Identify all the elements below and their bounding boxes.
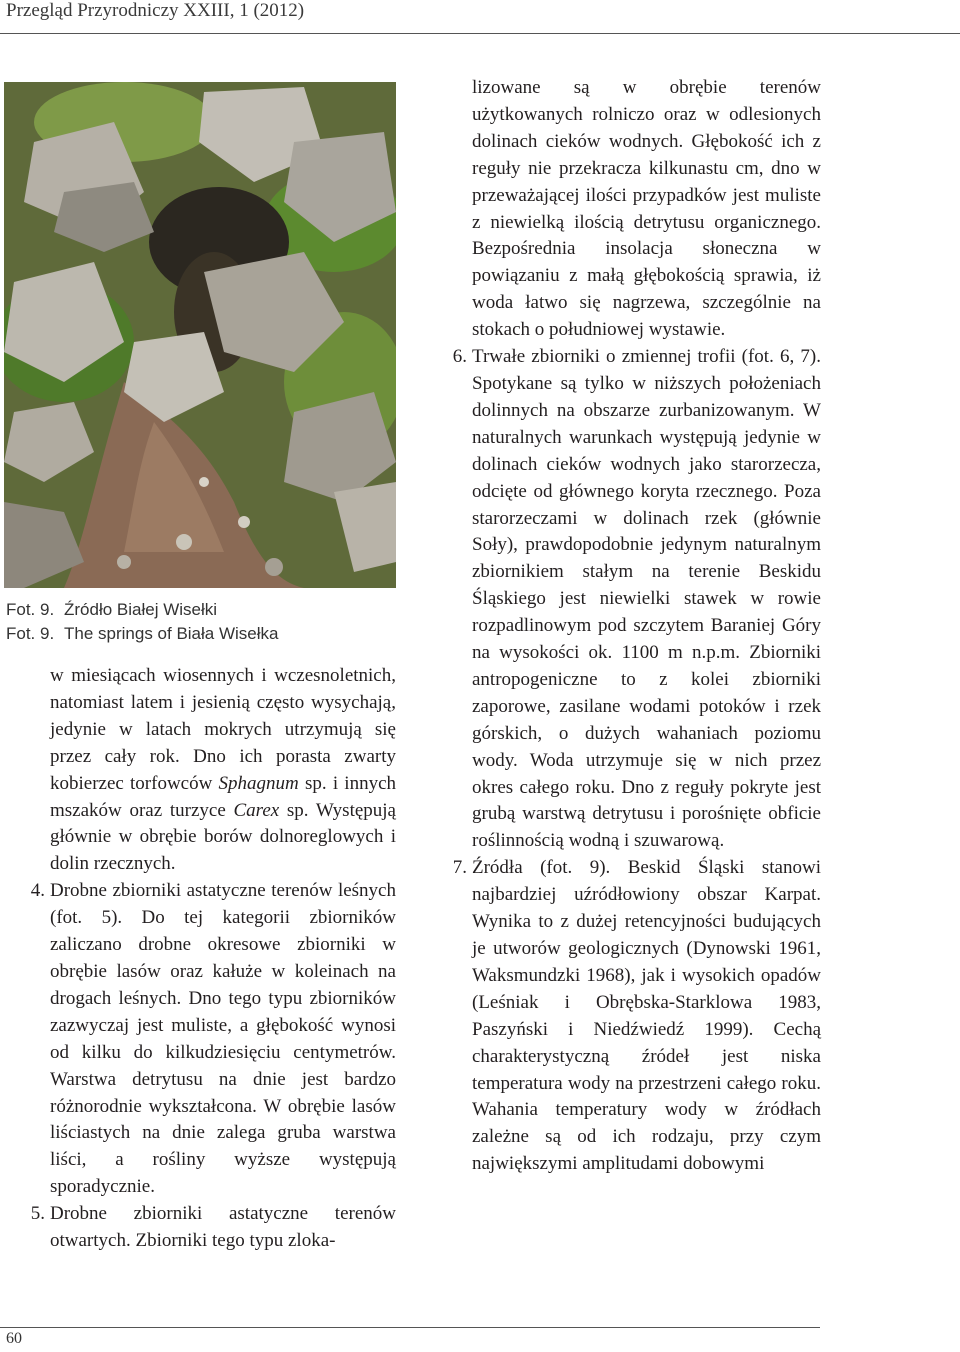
caption-text: Źródło Białej Wisełki (64, 600, 218, 619)
caption-label: Fot. 9. (6, 600, 55, 619)
list-text: Trwałe zbiorniki o zmiennej trofii (fot. 6, 7). Spotykane są tylko w niższych położeniach dolinnych na obszarze zurbanizowanym. W naturalnych warunkach występują jedynie w dolinach cieków wodnych jako starorzecza, odcięte od głównego koryta rzecznego. Poza starorzeczami w dolinach rzek (głównie Soły), prawdopodobnie jedynym naturalnym zbiornikiem stałym na terenie Beskidu Śląskiego jest niewielki stawek w rowie rozpadlinowym pod szczytem Baraniej Góry na wysokości ok. 1100 m n.p.m. Zbiorniki antropogeniczne to z kolei zbiorniki zaporowe, zasilane wodami potoków i rzek górskich, o dużych wahaniach poziomu wody. Woda utrzymuje się w nich przez okres całego roku. Dno z reguły pokryte jest grubą warstwą detrytusu i porośnięte obficie roślinnością wodną i szuwarową. (472, 346, 821, 852)
list-number: 6. (452, 346, 467, 368)
header-rule (0, 33, 960, 34)
list-item (441, 855, 821, 1178)
paragraph: w miesiącach wiosennych i wczesnoletnich, natomiast latem i jesienią często wysychają, jedynie w latach mokrych utrzymują się przez cały rok. Dno ich porasta zwarty kobierzec torfowców Sphagnum sp. i innych mszaków oraz turzyce Carex sp. Występują głównie w obrębie borów dolnoreglowych i dolin rzecznych. (50, 665, 396, 875)
caption-polish (6, 598, 278, 622)
right-column (441, 75, 821, 1178)
list-item (19, 1201, 396, 1255)
caption-english (6, 622, 278, 646)
list-number: 5. (30, 1203, 45, 1225)
list-text: Drobne zbiorniki astatyczne terenów leśnych (fot. 5). Do tej kategorii zbiorników zaliczano drobne okresowe zbiorniki w obrębie lasów oraz kałuże w koleinach na drogach leśnych. Dno tego typu zbiorników zazwyczaj jest muliste, a głębokość wynosi od kilku do kilkudziesięciu centymetrów. Warstwa detrytusu na dnie jest bardzo różnorodnie wykształcona. W obrębie lasów liściastych na dnie zalega gruba warstwa liści, a rośliny wyższe występują sporadycznie. (50, 880, 396, 1198)
list-item (441, 344, 821, 855)
paragraph: lizowane są w obrębie terenów użytkowanych rolniczo oraz w odlesionych dolinach cieków wodnych. Głębokość ich z reguły nie przekracza kilkunastu cm, dno w przeważającej ilości przypadków jest muliste z niewielką ilością detrytusu organicznego. Bezpośrednia insolacja słoneczna w powiązaniu z małą głębokością sprawia, iż woda łatwo się nagrzewa, szczególnie na stokach o południowej wystawie. (472, 77, 821, 341)
list-text: Drobne zbiorniki astatyczne terenów otwartych. Zbiorniki tego typu zloka- (50, 1203, 396, 1252)
figure-caption (6, 598, 278, 646)
list-text: Źródła (fot. 9). Beskid Śląski stanowi najbardziej uźródłowiony obszar Karpat. Wynika to z dużej retencyjności budujących je utworów geologicznych (Dynowski 1961, Waksmundzki 1968), jak i wysokich opadów (Leśniak i Obrębska-Starklowa 1983, Paszyński i Niedźwiedź 1999). Cechą charakterystyczną źródeł jest niska temperatura wody na przestrzeni całego roku. Wahania temperatury wody w źródłach zależne są od ich rodzaju, przy czym największymi amplitudami dobowymi (472, 857, 821, 1175)
page-number: 60 (6, 1330, 22, 1347)
journal-header: Przegląd Przyrodniczy XXIII, 1 (2012) (6, 0, 305, 21)
list-number: 7. (452, 857, 467, 879)
taxon-name: Carex (233, 799, 280, 821)
left-column (19, 663, 396, 1255)
list-item (19, 878, 396, 1201)
caption-text: The springs of Biała Wisełka (64, 624, 279, 643)
spring-photo (4, 82, 396, 588)
caption-label: Fot. 9. (6, 624, 55, 643)
footer-rule (0, 1327, 820, 1328)
list-number: 4. (30, 880, 45, 902)
taxon-name: Sphagnum (218, 772, 299, 794)
